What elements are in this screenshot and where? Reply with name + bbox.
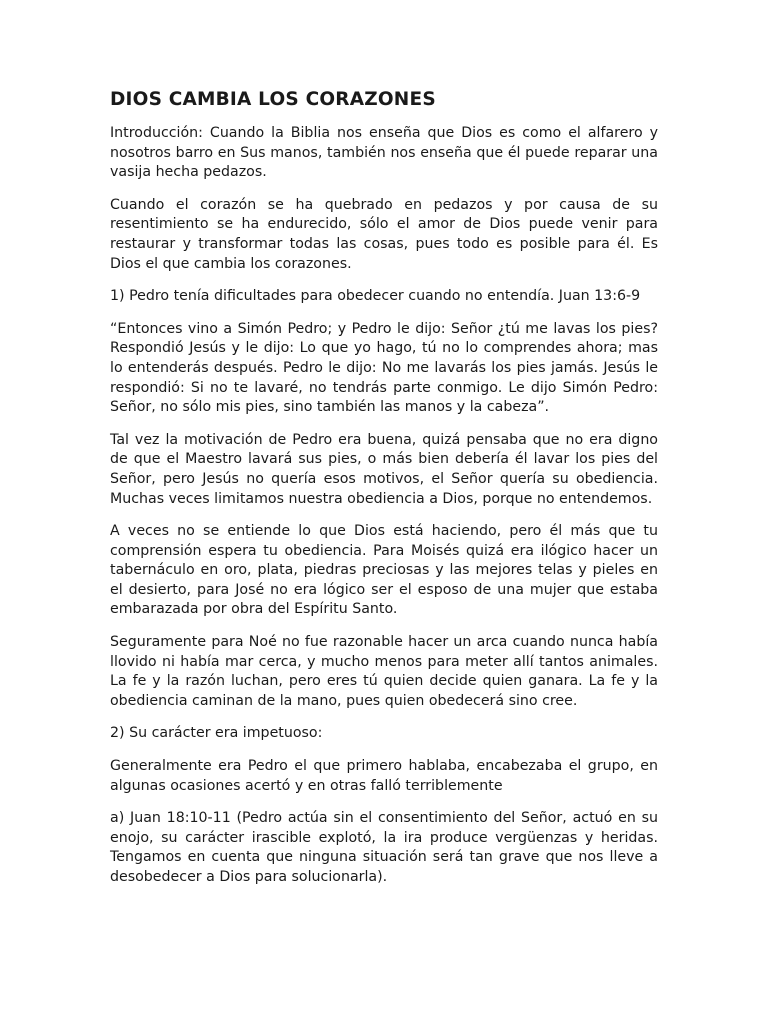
paragraph-noe: Seguramente para Noé no fue razonable hacer un arca cuando nunca había llovido ni había mar cerca, y mucho menos para meter allí tantos animales. La fe y la razón luchan, pero eres tú quien decide quien ganara. La fe y la obediencia caminan de la mano, pues quien obedecerá sino cree. <box>110 634 658 709</box>
document-page <box>110 86 658 901</box>
document-title: DIOS CAMBIA LOS CORAZONES <box>110 89 436 110</box>
paragraph-juan-18: a) Juan 18:10-11 (Pedro actúa sin el consentimiento del Señor, actuó en su enojo, su carácter irascible explotó, la ira produce vergüenzas y heridas. Tengamos en cuenta que ninguna situación será tan grave que nos lleve a desobedecer a Dios para solucionarla). <box>110 810 658 885</box>
paragraph-introduccion: Introducción: Cuando la Biblia nos enseña que Dios es como el alfarero y nosotros barro en Sus manos, también nos enseña que él puede reparar una vasija hecha pedazos. <box>110 125 658 181</box>
paragraph-point-2: 2) Su carácter era impetuoso: <box>110 725 323 742</box>
paragraph-motivacion-pedro: Tal vez la motivación de Pedro era buena, quizá pensaba que no era digno de que el Maestro lavará sus pies, o más bien debería él lavar los pies del Señor, pero Jesús no quería esos motivos, el Señor quería su obediencia. Muchas veces limitamos nuestra obediencia a Dios, porque no entendemos. <box>110 431 658 507</box>
paragraph-obediencia: A veces no se entiende lo que Dios está haciendo, pero él más que tu comprensión espera tu obediencia. Para Moisés quizá era ilógico hacer un tabernáculo en oro, plata, piedras preciosas y las mejores telas y pieles en el desierto, para José no era lógico ser el esposo de una mujer que estaba embarazada por obra del Espíritu Santo. <box>110 523 658 618</box>
paragraph-point-1: 1) Pedro tenía dificultades para obedecer cuando no entendía. Juan 13:6-9 <box>110 288 641 305</box>
paragraph-corazon-quebrado: Cuando el corazón se ha quebrado en pedazos y por causa de su resentimiento se ha endurecido, sólo el amor de Dios puede venir para restaurar y transformar todas las cosas, pues todo es posible para él. Es Dios el que cambia los corazones. <box>110 196 658 272</box>
paragraph-scripture-quote: “Entonces vino a Simón Pedro; y Pedro le dijo: Señor ¿tú me lavas los pies? Respondió Jesús y le dijo: Lo que yo hago, tú no lo comprendes ahora; mas lo entenderás después. Pedro le dijo: No me lavarás los pies jamás. Jesús le respondió: Si no te lavaré, no tendrás parte conmigo. Le dijo Simón Pedro: Señor, no sólo mis pies, sino también las manos y la cabeza”. <box>110 320 658 416</box>
paragraph-pedro-impetuoso: Generalmente era Pedro el que primero hablaba, encabezaba el grupo, en algunas ocasiones acertó y en otras falló terriblemente <box>110 758 658 794</box>
